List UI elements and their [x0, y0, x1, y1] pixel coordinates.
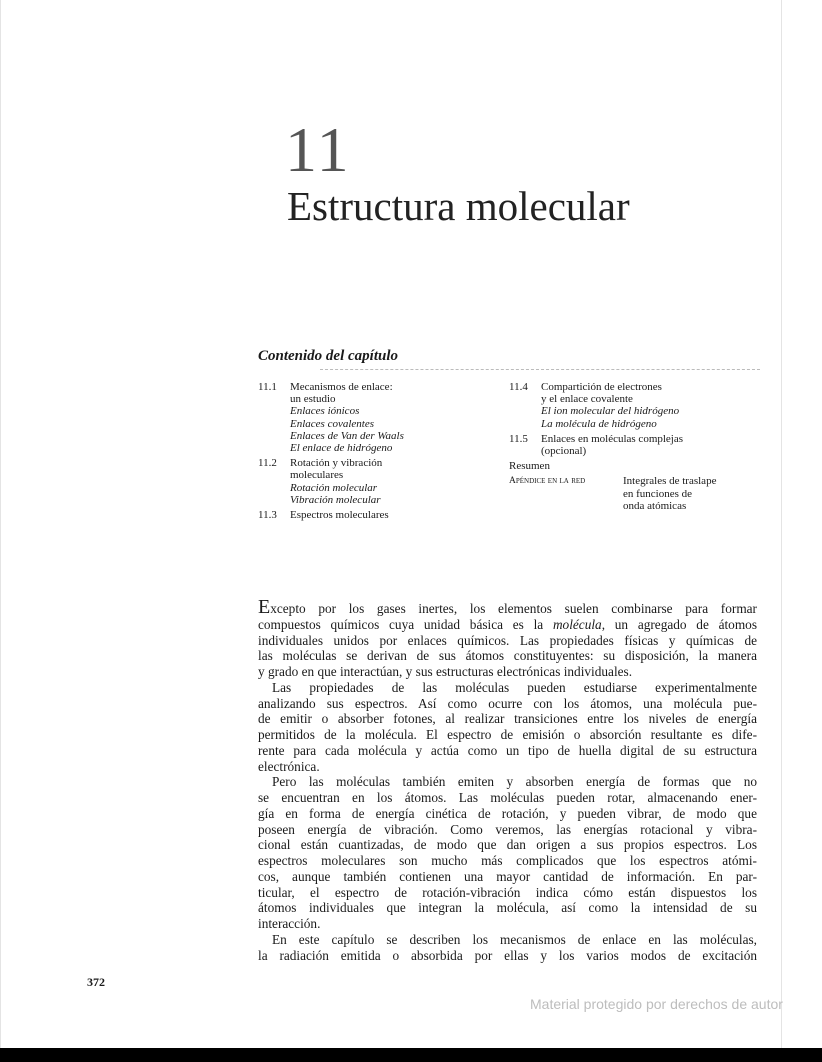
toc-appendix[interactable]	[509, 475, 769, 512]
toc-entry-11-1[interactable]	[258, 381, 478, 454]
toc-summary[interactable]	[509, 460, 769, 472]
body-line: y grado en que interactúan, y sus estructuras electrónicas individuales.	[258, 664, 633, 679]
chapter-title: Estructura molecular	[287, 183, 630, 229]
body-line: individuales unidos por enlaces químicos. Las propiedades físicas y químicas de	[258, 632, 757, 648]
page-right-edge	[781, 0, 782, 1048]
page-number: 372	[87, 975, 105, 989]
toc-subsection[interactable]: Enlaces iónicos	[290, 405, 360, 418]
toc-entry-number: 11.2	[258, 457, 277, 470]
toc-entry-title-line: moleculares	[290, 469, 344, 482]
body-line: Pero las moléculas también emiten y absorben energía de formas que no	[272, 774, 757, 790]
toc-entry-number: 11.3	[258, 509, 277, 522]
toc-entry-title-line: Enlaces en moléculas complejas	[541, 432, 684, 445]
toc-entry-title-line: Espectros moleculares	[290, 509, 389, 522]
body-line: Excepto por los gases inertes, los elementos suelen combinarse para formar	[258, 596, 757, 618]
body-text	[258, 596, 757, 963]
body-line: átomos individuales que integran la molécula, así como la intensidad de su	[258, 900, 757, 916]
body-line: electrónica.	[258, 758, 320, 774]
emphasized-term: molécula	[552, 616, 602, 632]
body-line: permitidos de la molécula. El espectro de emisión o absorción resultante es dife-	[258, 727, 757, 742]
body-line: Las propiedades de las moléculas pueden estudiarse experimentalmente	[272, 679, 757, 695]
toc-entry-title-line: Mecanismos de enlace:	[290, 381, 393, 393]
toc-entry-title-line: Rotación y vibración	[290, 457, 383, 470]
toc-entry-number: 11.5	[509, 432, 528, 445]
body-line: se encuentran en los átomos. Las moléculas pueden rotar, almacenando ener-	[258, 790, 757, 805]
drop-cap: E	[258, 596, 271, 618]
body-line: analizando sus espectros. Así como ocurre con los átomos, una molécula pue-	[258, 695, 757, 711]
toc-subsection[interactable]: El ion molecular del hidrógeno	[541, 405, 680, 418]
toc-entry-number: 11.1	[258, 381, 277, 393]
toc-appendix-label: Apéndice en la red	[509, 476, 586, 487]
toc-entry-text	[541, 433, 683, 457]
toc-entry-11-3[interactable]	[258, 509, 478, 521]
body-line: gía en forma de energía cinética de rotación, y pueden vibrar, de modo que	[258, 805, 757, 821]
body-line: ticular, el espectro de rotación-vibración indica cómo están dispuestos los	[258, 884, 757, 900]
toc-left-column	[258, 381, 478, 524]
toc-subsection[interactable]: Enlaces de Van der Waals	[290, 429, 404, 442]
toc-subsection[interactable]: Rotación molecular	[290, 481, 378, 494]
toc-entry-title-line: un estudio	[290, 393, 336, 406]
chapter-number: 11	[285, 114, 351, 185]
toc-subsection[interactable]: La molécula de hidrógeno	[541, 417, 657, 430]
body-line: interacción.	[258, 916, 321, 931]
copyright-watermark: Material protegido por derechos de autor	[530, 996, 783, 1012]
toc-entry-number: 11.4	[509, 381, 528, 393]
toc-entry-title-line: (opcional)	[541, 445, 587, 458]
viewer-bottom-bar	[0, 1048, 822, 1062]
toc-entry-text	[290, 509, 389, 521]
toc-right-column	[509, 381, 769, 515]
toc-appendix-title-line: Integrales de traslape	[623, 475, 717, 488]
body-line: la radiación emitida o absorbida por ellas y los varios modos de excitación	[258, 947, 757, 963]
toc-entry-text	[290, 457, 382, 506]
toc-entry-text	[290, 381, 404, 454]
toc-entry-title-line: Compartición de electrones	[541, 381, 662, 393]
toc-entry-11-5[interactable]	[509, 433, 769, 457]
body-line: cos, aunque también contienen una mayor cantidad de información. En par-	[258, 868, 757, 884]
toc-entry-11-4[interactable]	[509, 381, 769, 430]
body-line: poseen energía de vibración. Como veremos, las energías rotacional y vibra-	[258, 821, 757, 837]
toc-entry-11-2[interactable]	[258, 457, 478, 506]
toc-summary-label: Resumen	[509, 460, 550, 473]
toc-entry-text	[541, 381, 679, 430]
toc-heading: Contenido del capítulo	[258, 348, 399, 364]
body-line: compuestos químicos cuya unidad básica es la molécula, un agregado de átomos	[258, 616, 757, 632]
body-line: En este capítulo se describen los mecanismos de enlace en las moléculas,	[272, 931, 757, 947]
toc-entry-title-line: y el enlace covalente	[541, 393, 633, 406]
body-line: rente para cada molécula y actúa como un tipo de huella digital de su estructura	[258, 742, 757, 758]
toc-subsection[interactable]: Enlaces covalentes	[290, 417, 374, 430]
toc-appendix-title-line: onda atómicas	[623, 499, 687, 512]
body-line: cional están cuantizadas, de modo que dan origen a sus propios espectros. Los	[258, 837, 757, 853]
page-left-edge	[0, 0, 1, 1048]
toc-divider	[320, 369, 760, 370]
body-line: de emitir o absorber fotones, al realizar transiciones entre los niveles de energía	[258, 711, 757, 727]
toc-subsection[interactable]: Vibración molecular	[290, 493, 381, 506]
toc-appendix-title	[623, 475, 716, 512]
body-line: espectros moleculares son mucho más complicados que los espectros atómi-	[258, 853, 757, 868]
toc-subsection[interactable]: El enlace de hidrógeno	[290, 442, 393, 455]
toc-appendix-title-line: en funciones de	[623, 487, 693, 500]
body-line: las moléculas se derivan de sus átomos constituyentes: su disposición, la manera	[258, 648, 757, 664]
